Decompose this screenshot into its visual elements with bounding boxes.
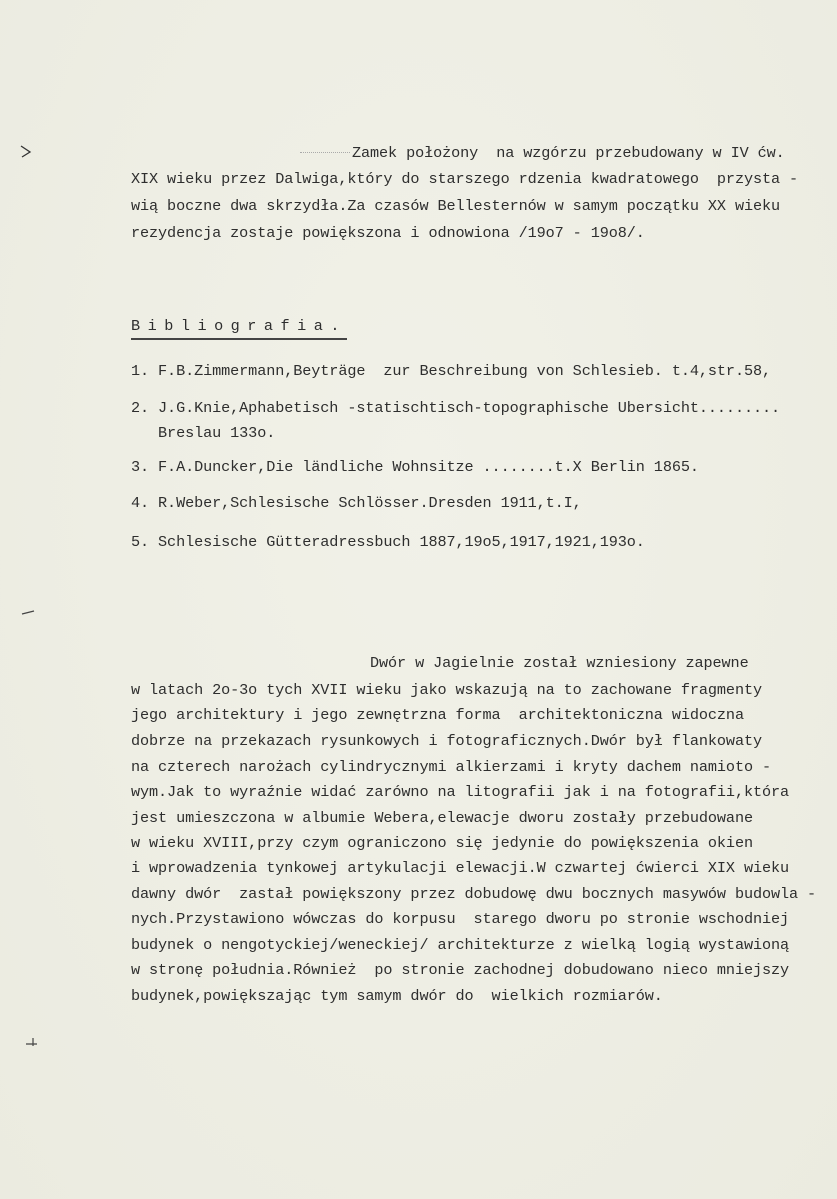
text-line: jest umieszczona w albumie Webera,elewacje dworu zostały przebudowane [131,809,753,827]
bibliography-item: 2. J.G.Knie,Aphabetisch -statischtisch-topographische Ubersicht......... [131,399,781,417]
text-line: XIX wieku przez Dalwiga,który do starszego rdzenia kwadratowego przysta - [131,170,799,188]
text-line: na czterech narożach cylindrycznymi alkierzami i kryty dachem namioto - [131,758,771,776]
bibliography-item: 4. R.Weber,Schlesische Schlösser.Dresden 1911,t.I, [131,494,582,512]
text-line: nych.Przystawiono wówczas do korpusu starego dworu po stronie wschodniej [131,910,790,928]
margin-mark [22,1034,40,1050]
text-line: budynek,powiększając tym samym dwór do wielkich rozmiarów. [131,987,663,1005]
text-line: w latach 2o-3o tych XVII wieku jako wskazują na to zachowane fragmenty [131,681,762,699]
text-line: Zamek położony na wzgórzu przebudowany w IV ćw. [352,144,785,162]
text-line: dawny dwór zastał powiększony przez dobudowę dwu bocznych masywów budowla - [131,885,817,903]
text-line: wym.Jak to wyraźnie widać zarówno na litografii jak i na fotografii,która [131,783,790,801]
text-line: rezydencja zostaje powiększona i odnowiona /19o7 - 19o8/. [131,224,645,242]
bibliography-heading: Bibliografia. [131,317,347,340]
text-line: wią boczne dwa skrzydła.Za czasów Bellesternów w samym początku XX wieku [131,197,781,215]
text-line: dobrze na przekazach rysunkowych i fotograficznych.Dwór był flankowaty [131,732,762,750]
bibliography-item: 5. Schlesische Gütteradressbuch 1887,19o5,1917,1921,193o. [131,533,645,551]
text-line: w wieku XVIII,przy czym ograniczono się jedynie do powiększenia okien [131,834,753,852]
bibliography-item: Breslau 133o. [131,424,276,442]
bibliography-item: 3. F.A.Duncker,Die ländliche Wohnsitze ........t.X Berlin 1865. [131,458,699,476]
margin-mark [20,606,38,618]
dotted-leader [300,152,350,153]
text-line: Dwór w Jagielnie został wzniesiony zapewne [370,654,749,672]
bibliography-item: 1. F.B.Zimmermann,Beyträge zur Beschreibung von Schlesieb. t.4,str.58, [131,362,771,380]
text-line: jego architektury i jego zewnętrzna forma architektoniczna widoczna [131,706,744,724]
text-line: w stronę południa.Również po stronie zachodnej dobudowano nieco mniejszy [131,961,790,979]
text-line: budynek o nengotyckiej/weneckiej/ architekturze z wielką logią wystawioną [131,936,790,954]
margin-mark [18,143,34,159]
text-line: i wprowadzenia tynkowej artykulacji elewacji.W czwartej ćwierci XIX wieku [131,859,790,877]
